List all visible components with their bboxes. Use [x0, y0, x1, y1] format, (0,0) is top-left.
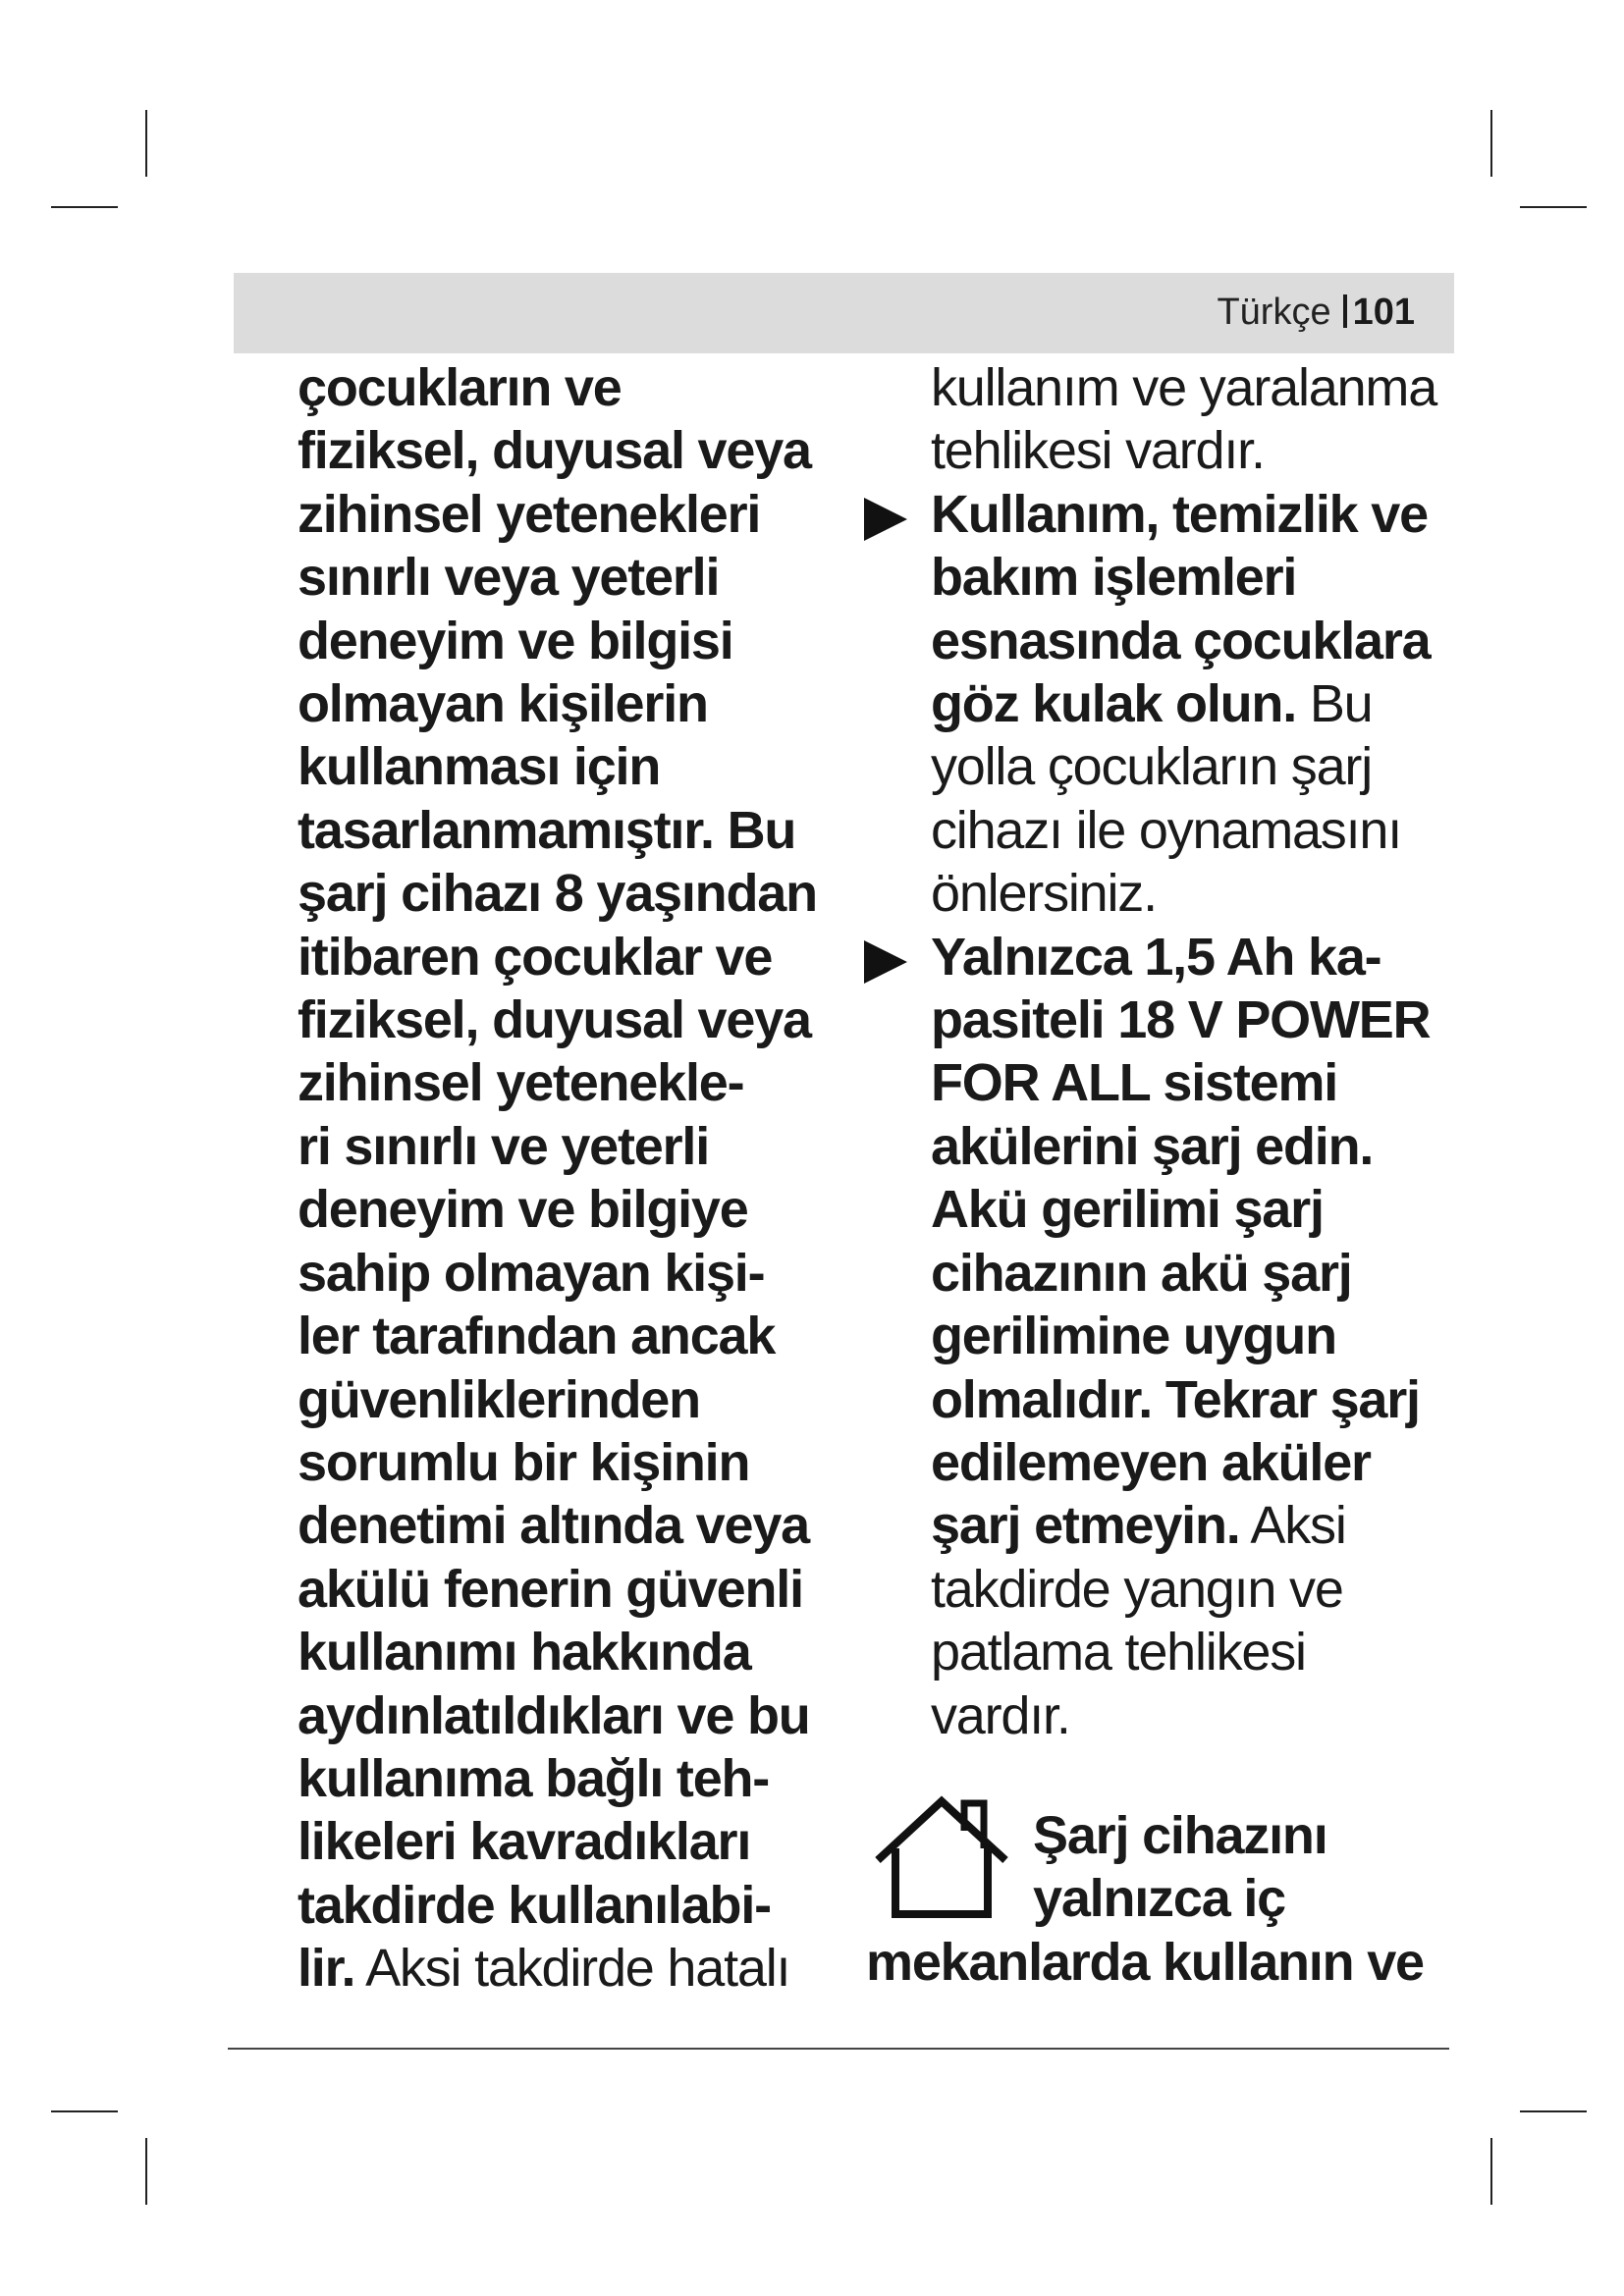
crop-mark	[145, 110, 147, 177]
crop-mark	[1490, 110, 1492, 177]
crop-mark	[1490, 2138, 1492, 2205]
crop-mark	[145, 2138, 147, 2205]
text-line: kullanması için	[298, 737, 661, 797]
text-span: Aksi takdirde hatalı	[354, 1939, 790, 1999]
text-span: şarj etmeyin.	[931, 1496, 1240, 1556]
text-line: zihinsel yetenekle-	[298, 1053, 744, 1113]
text-line: sorumlu bir kişinin	[298, 1432, 750, 1492]
text-line: zihinsel yetenekleri	[298, 484, 761, 544]
text-line: esnasında çocuklara	[931, 611, 1431, 670]
text-line: itibaren çocuklar ve	[298, 927, 773, 987]
text-line: FOR ALL sistemi	[931, 1053, 1338, 1113]
text-span: lir.	[298, 1939, 355, 1999]
text-line: tehlikesi vardır.	[931, 421, 1265, 481]
house-icon	[868, 1791, 1015, 1924]
text-line: takdirde yangın ve	[931, 1559, 1343, 1619]
text-line: Akü gerilimi şarj	[931, 1180, 1324, 1240]
crop-mark	[51, 206, 118, 208]
text-line: deneyim ve bilgiye	[298, 1180, 748, 1240]
text-line: aydınlatıldıkları ve bu	[298, 1685, 810, 1745]
text-line: cihazının akü şarj	[931, 1243, 1352, 1303]
text-line: Kullanım, temizlik ve	[931, 484, 1428, 544]
text-line: cihazı ile oynamasını	[931, 800, 1402, 860]
text-line: patlama tehlikesi	[931, 1623, 1306, 1682]
text-line: tasarlanmamıştır. Bu	[298, 800, 796, 860]
text-line: kullanım ve yaralanma	[931, 358, 1437, 417]
header-separator	[1343, 294, 1347, 328]
text-line: akülü fenerin güvenli	[298, 1559, 803, 1619]
text-line: güvenliklerinden	[298, 1369, 700, 1429]
crop-mark	[1520, 2110, 1587, 2112]
text-line: ri sınırlı ve yeterli	[298, 1116, 710, 1176]
crop-mark	[1520, 206, 1587, 208]
text-line: mekanlarda kullanın ve	[866, 1933, 1424, 1992]
bullet-triangle-icon	[864, 940, 907, 984]
text-line: kullanımı hakkında	[298, 1623, 751, 1682]
text-line	[298, 1937, 887, 2000]
text-line: akülerini şarj edin.	[931, 1116, 1374, 1176]
bullet-triangle-icon	[864, 498, 907, 541]
header-label	[1217, 287, 1415, 338]
text-line: pasiteli 18 V POWER	[931, 990, 1431, 1050]
text-line: olmayan kişilerin	[298, 674, 708, 734]
text-line: takdirde kullanılabi-	[298, 1875, 771, 1935]
text-line: fiziksel, duyusal veya	[298, 421, 811, 481]
text-line	[931, 672, 1481, 735]
header-language: Türkçe	[1217, 292, 1331, 333]
text-line: gerilimine uygun	[931, 1307, 1336, 1366]
page-header	[234, 273, 1454, 353]
crop-mark	[51, 2110, 118, 2112]
footer-divider	[228, 2048, 1449, 2050]
text-line: şarj cihazı 8 yaşından	[298, 864, 817, 924]
text-line	[931, 1494, 1481, 1557]
text-line: bakım işlemleri	[931, 548, 1297, 608]
text-line: önlersiniz.	[931, 864, 1157, 924]
text-line: Şarj cihazını	[1033, 1806, 1327, 1865]
left-column	[298, 356, 887, 2001]
text-line: Yalnızca 1,5 Ah ka-	[931, 927, 1381, 987]
indoor-notice	[1033, 1804, 1327, 1931]
text-line: yalnızca iç	[1033, 1869, 1285, 1929]
text-span: Bu	[1296, 674, 1373, 734]
text-span: Aksi	[1239, 1496, 1346, 1556]
text-span: göz kulak olun.	[931, 674, 1297, 734]
text-line: olmalıdır. Tekrar şarj	[931, 1369, 1420, 1429]
text-line: ler tarafından ancak	[298, 1307, 776, 1366]
text-line: yolla çocukların şarj	[931, 737, 1372, 797]
page-number: 101	[1352, 292, 1415, 333]
right-column	[931, 356, 1481, 1747]
text-line: kullanıma bağlı teh-	[298, 1748, 770, 1808]
text-line: sınırlı veya yeterli	[298, 548, 720, 608]
text-line: vardır.	[931, 1685, 1070, 1745]
text-line: edilemeyen aküler	[931, 1432, 1371, 1492]
text-line: deneyim ve bilgisi	[298, 611, 733, 670]
text-line: denetimi altında veya	[298, 1496, 809, 1556]
text-line: çocukların ve	[298, 358, 622, 417]
text-line: sahip olmayan kişi-	[298, 1243, 765, 1303]
text-line: fiziksel, duyusal veya	[298, 990, 811, 1050]
text-line: likeleri kavradıkları	[298, 1812, 751, 1872]
